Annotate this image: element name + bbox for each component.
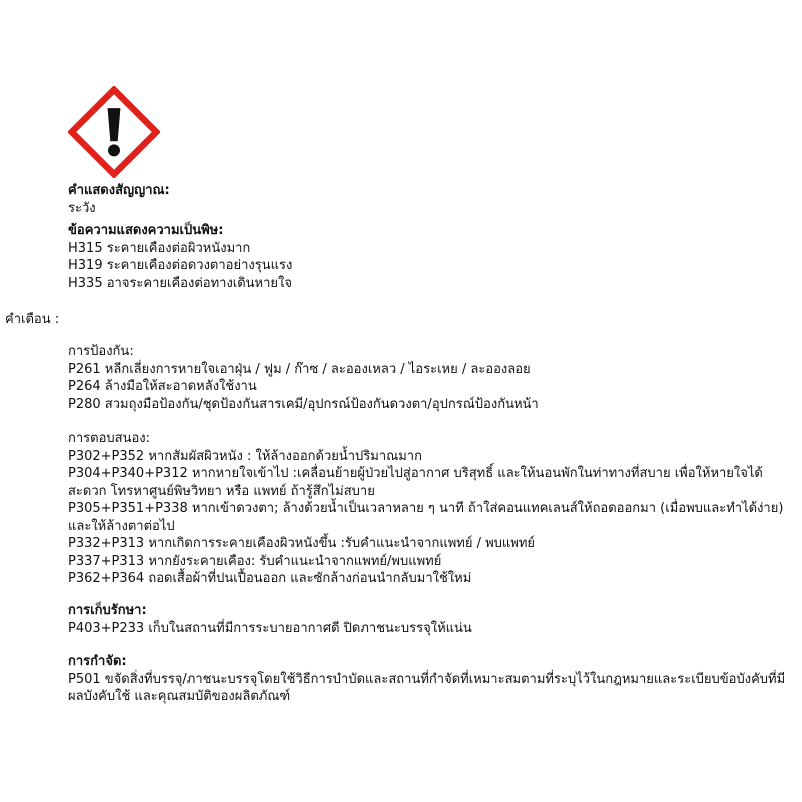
prevention-statement: P280 สวมถุงมือป้องกัน/ชุดป้องกันสารเคมี/อุปกรณ์ป้องกันดวงตา/อุปกรณ์ป้องกันหน้า xyxy=(68,396,539,412)
response-statement: P332+P313 หากเกิดการระคายเคืองผิวหนังขึ้น :รับคำแนะนำจากแพทย์ / พบแพทย์ xyxy=(68,536,536,551)
signal-word: ระวัง xyxy=(68,200,96,216)
exclamation-mark-icon xyxy=(68,86,160,178)
hazard-statement: H315 ระคายเคืองต่อผิวหนังมาก xyxy=(68,240,251,256)
warnings-label: คำเตือน : xyxy=(5,312,60,327)
response-statement: P362+P364 ถอดเสื้อผ้าที่ปนเปื้อนออก และซักล้างก่อนนำกลับมาใช้ใหม่ xyxy=(68,571,472,586)
disposal-statement: P501 ขจัดสิ่งที่บรรจุ/ภาชนะบรรจุโดยใช้วิธีการบำบัดและสถานที่กำจัดที่เหมาะสมตามที่ระบุไว้ในกฎหมายและระเบียบข้อบังคับที่มีผลบังคับใช้ และคุณสมบัติของผลิตภัณฑ์ xyxy=(68,671,786,704)
response-statement: P337+P313 หากยังระคายเคือง: รับคำแนะนำจากแพทย์/พบแพทย์ xyxy=(68,553,442,569)
response-heading: การตอบสนอง: xyxy=(68,431,151,446)
response-statement: P302+P352 หากสัมผัสผิวหนัง : ให้ล้างออกด้วยน้ำปริมาณมาก xyxy=(68,448,422,464)
response-section xyxy=(68,430,794,588)
response-statement: P304+P340+P312 หากหายใจเข้าไป :เคลื่อนย้ายผู้ป่วยไปสู่อากาศ บริสุทธิ์ และให้นอนพักในท่าทางที่สบาย เพื่อให้หายใจได้สะดวก โทรหาศูนย์พิษวิทยา หรือ แพทย์ ถ้ารู้สึกไม่สบาย xyxy=(68,466,763,499)
hazard-heading: ข้อความแสดงความเป็นพิษ: xyxy=(68,223,224,238)
hazard-statement: H335 อาจระคายเคืองต่อทางเดินหายใจ xyxy=(68,275,293,291)
disposal-section xyxy=(68,653,794,706)
signal-word-section xyxy=(68,182,794,217)
storage-section xyxy=(68,602,794,637)
storage-heading: การเก็บรักษา: xyxy=(68,603,147,618)
hazard-statements-section xyxy=(68,222,794,292)
prevention-section xyxy=(68,343,794,413)
prevention-statement: P264 ล้างมือให้สะอาดหลังใช้งาน xyxy=(68,379,257,394)
storage-statement: P403+P233 เก็บในสถานที่มีการระบายอากาศดี ปิดภาชนะบรรจุให้แน่น xyxy=(68,620,472,636)
prevention-statement: P261 หลีกเลี่ยงการหายใจเอาฝุ่น / ฟูม / ก๊าซ / ละอองเหลว / ไอระเหย / ละอองลอย xyxy=(68,361,531,377)
prevention-heading: การป้องกัน: xyxy=(68,344,134,359)
signal-word-heading: คำแสดงสัญญาณ: xyxy=(68,183,170,198)
response-statement: P305+P351+P338 หากเข้าดวงตา; ล้างด้วยน้ำเป็นเวลาหลาย ๆ นาที ถ้าใส่คอนแทคเลนส์ให้ถอดออกมา (เมื่อพบและทำได้ง่าย) และให้ล้างตาต่อไป xyxy=(68,501,784,534)
disposal-heading: การกำจัด: xyxy=(68,654,127,669)
hazard-statement: H319 ระคายเคืองต่อดวงตาอย่างรุนแรง xyxy=(68,258,293,273)
